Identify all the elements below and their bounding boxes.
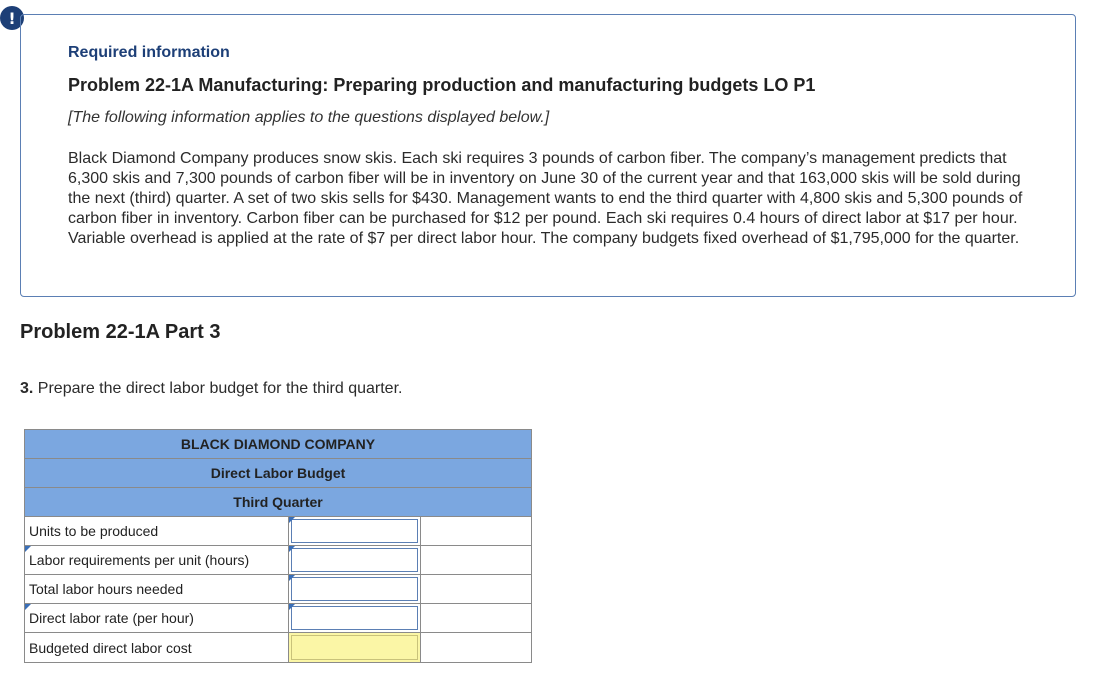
row-label-labor-rate[interactable] (25, 604, 289, 632)
required-info-label: Required information (68, 44, 230, 61)
empty-cell (421, 633, 531, 662)
dropdown-marker-icon (25, 546, 31, 552)
table-row (25, 633, 531, 662)
row-label-text: Labor requirements per unit (hours) (29, 552, 250, 568)
total-hours-input[interactable] (291, 577, 418, 601)
part-title: Problem 22-1A Part 3 (20, 321, 221, 343)
cell-budgeted-cost (289, 633, 421, 662)
row-label-units-produced: Units to be produced (25, 517, 289, 545)
budget-company-header: BLACK DIAMOND COMPANY (25, 430, 531, 459)
budget-title-header: Direct Labor Budget (25, 459, 531, 488)
info-note: [The following information applies to the questions displayed below.] (68, 109, 550, 126)
alert-icon: ! (0, 6, 24, 30)
row-label-total-hours: Total labor hours needed (25, 575, 289, 603)
empty-cell (421, 546, 531, 574)
labor-rate-input[interactable] (291, 606, 418, 630)
instruction-text: Prepare the direct labor budget for the third quarter. (33, 380, 403, 397)
table-row (25, 575, 531, 604)
cell-total-hours (289, 575, 421, 603)
dropdown-marker-icon (289, 546, 295, 552)
table-row (25, 517, 531, 546)
empty-cell (421, 517, 531, 545)
row-label-budgeted-cost: Budgeted direct labor cost (25, 633, 289, 662)
cell-units-produced (289, 517, 421, 545)
dropdown-marker-icon (289, 575, 295, 581)
budgeted-cost-input[interactable] (291, 635, 418, 660)
direct-labor-budget-table (24, 429, 532, 663)
budget-period-header: Third Quarter (25, 488, 531, 517)
row-label-text: Direct labor rate (per hour) (29, 610, 194, 626)
problem-description: Black Diamond Company produces snow skis. Each ski requires 3 pounds of carbon fiber. The company’s management predicts that 6,300 skis and 7,300 pounds of carbon fiber will be in inventory on June 30 of the current year and that 163,000 skis will be sold during the next (third) quarter. A set of two skis sells for $430. Management wants to end the third quarter with 4,800 skis and 5,300 pounds of carbon fiber in inventory. Carbon fiber can be purchased for $12 per pound. Each ski requires 0.4 hours of direct labor at $17 per hour. Variable overhead is applied at the rate of $7 per direct labor hour. The company budgets fixed overhead of $1,795,000 for the quarter. (68, 150, 1023, 247)
question-number: 3. (20, 380, 34, 397)
cell-labor-rate (289, 604, 421, 632)
labor-per-unit-input[interactable] (291, 548, 418, 572)
row-label-labor-per-unit[interactable] (25, 546, 289, 574)
problem-title: Problem 22-1A Manufacturing: Preparing production and manufacturing budgets LO P1 (68, 75, 816, 95)
instruction (20, 380, 402, 398)
empty-cell (421, 604, 531, 632)
table-row (25, 604, 531, 633)
dropdown-marker-icon (289, 604, 295, 610)
units-produced-input[interactable] (291, 519, 418, 543)
cell-labor-per-unit (289, 546, 421, 574)
dropdown-marker-icon (289, 517, 295, 523)
empty-cell (421, 575, 531, 603)
table-row (25, 546, 531, 575)
dropdown-marker-icon (25, 604, 31, 610)
